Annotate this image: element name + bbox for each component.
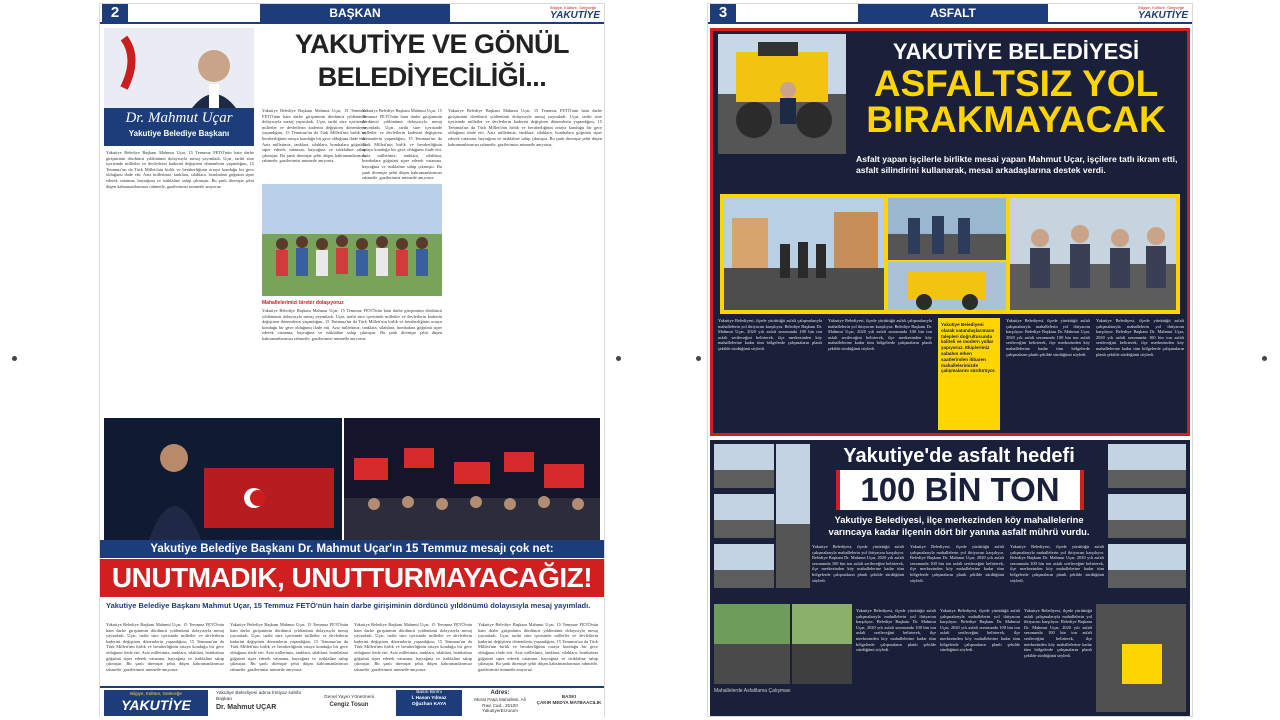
crowd-flags-photo xyxy=(344,418,600,542)
column-text-5: Yakutiye Belediye Başkanı Mahmut Uçar, 15 Temmuz FETÖ'nün hain darbe girişiminin dördüncü yıldönümü dolayısıyla mesaj yayımladı. Uçar, tarihi süre içerisinde milletler ve devletlerin kaderini değiştiren dönemlerin yaşandığını, 15 Temmuz'un da Türk Milleti'nin birlik ve beraberliğinin ortaya konduğu bir gece olduğunu ifade etti. Aziz milletimiz, tanklara, silahlara, bombalara göğsünü siper ederek vatanına, bayrağına ve istiklaline sahip çıkmıştır. Bu şanlı direnişte şehit düşen kahramanlarımızı rahmetle, gazilerimizi minnetle anıyoruz. xyxy=(262,308,442,341)
signature-title: Yakutiye Belediye Başkanı xyxy=(128,129,230,138)
story-text-2: Yakutiye Belediye Başkanı Mahmut Uçar, 15 Temmuz FETÖ'nün hain darbe girişiminin dördüncü yıldönümü dolayısıyla mesaj yayımladı. Uçar, tarihi süre içerisinde milletler ve devletlerin kaderini değiştiren dönemlerin yaşandığını, 15 Temmuz'un da Türk Milleti'nin birlik ve beraberliğinin ortaya konduğu bir gece olduğunu ifade etti. Aziz milletimiz, tanklara, silahlara, bombalara göğsünü siper ederek vatanına, bayrağına ve istiklaline sahip çıkmıştır. Bu şanlı direnişte şehit düşen kahramanlarımızı rahmetle, gazilerimizi minnetle anıyoruz. xyxy=(230,622,348,672)
header-logo-tag: Bilgiye, Kültüre, Geleceğe xyxy=(1138,5,1185,10)
feature-text-1: Yakutiye Belediyesi, ilçede yürüttüğü asfalt çalışmalarıyla mahallelerin yol ihtiyacını karşılıyor. Belediye Başkanı Dr. Mahmut Uçar, 2020 yılı asfalt sezonunda 100 bin ton asfalt serileceğini belirterek, ilçe merkezinden köy mahallelerine kadar tüm bölgelerde çalışmaların planlı şekilde sürdüğünü söyledi. xyxy=(718,318,822,351)
header-logo-tag: Bilgiye, Kültüre, Geleceğe xyxy=(550,5,597,10)
footer-logo xyxy=(104,690,208,716)
footer-editor-label: Genel Yayın Yönetmeni xyxy=(323,695,375,700)
newspaper-page-3 xyxy=(708,4,1192,716)
header-logo xyxy=(550,5,600,21)
footer-print-label: BASKI xyxy=(561,694,577,699)
footer-address-label: Adres: xyxy=(490,690,510,696)
collage-photo-2 xyxy=(888,198,1006,260)
mayor-roller-photo xyxy=(718,34,846,154)
separator-dot xyxy=(696,356,701,361)
footer-editor xyxy=(314,695,384,709)
second-text-4: Yakutiye Belediyesi, ilçede yürüttüğü asfalt çalışmalarıyla mahallelerin yol ihtiyacını karşılıyor. Belediye Başkanı Dr. Mahmut Uçar, 2020 yılı asfalt sezonunda 100 bin ton asfalt serileceğini belirterek, ilçe merkezinden köy mahallelerine kadar tüm bölgelerde çalışmaların planlı şekilde sürdüğünü söyledi. xyxy=(856,608,936,653)
target-value: 100 BİN TON xyxy=(860,471,1060,508)
header-logo-text: YAKUTİYE xyxy=(1138,10,1188,21)
road-photo-2-graphic xyxy=(792,604,852,684)
kicker: Yakutiye Belediye Başkanı Dr. Mahmut Uçar'ın 15 Temmuz mesajı çok net: xyxy=(150,543,554,555)
second-text-2: Yakutiye Belediyesi, ilçede yürüttüğü asfalt çalışmalarıyla mahallelerin yol ihtiyacını karşılıyor. Belediye Başkanı Dr. Mahmut Uçar, 2020 yılı asfalt sezonunda 100 bin ton asfalt serileceğini belirterek, ilçe merkezinden köy mahallelerine kadar tüm bölgelerde çalışmaların planlı şekilde sürdüğünü söyledi. xyxy=(910,544,1004,583)
footer-prep-names: İ. Hasan Yılmaz Oğuzhan KAYA xyxy=(411,696,447,707)
feature-headline xyxy=(848,38,1184,138)
separator-dot xyxy=(616,356,621,361)
thumb-right-3-graphic xyxy=(1108,544,1186,588)
mayor-speech-photo xyxy=(104,418,342,542)
thumb-left-3-graphic xyxy=(714,544,774,588)
feature-text-3: Yakutiye Belediyesi, ilçede yürüttüğü asfalt çalışmalarıyla mahallelerin yol ihtiyacını karşılıyor. Belediye Başkanı Dr. Mahmut Uçar, 2020 yılı asfalt sezonunda 100 bin ton asfalt serileceğini belirterek, ilçe merkezinden köy mahallelerine kadar tüm bölgelerde çalışmaların planlı şekilde sürdüğünü söyledi. xyxy=(1006,318,1090,357)
feature-text-2: Yakutiye Belediyesi, ilçede yürüttüğü asfalt çalışmalarıyla mahallelerin yol ihtiyacını karşılıyor. Belediye Başkanı Dr. Mahmut Uçar, 2020 yılı asfalt sezonunda 100 bin ton asfalt serileceğini belirterek, ilçe merkezinden köy mahallelerine kadar tüm bölgelerde çalışmaların planlı şekilde sürdüğünü söyledi. xyxy=(828,318,932,351)
footer-owner-label: Yakutiye Belediyesi adına İmtiyaz sahibi Başkan xyxy=(216,691,301,702)
main-headline: UNUTMADIK, UNUTTURMAYACAĞIZ! xyxy=(111,562,593,593)
thumb-left-2-graphic xyxy=(714,494,774,538)
column-text-1: Yakutiye Belediye Başkanı Mahmut Uçar, 15 Temmuz FETÖ'nün hain darbe girişiminin dördüncü yıldönümü dolayısıyla mesaj yayımladı. Uçar, tarihi süre içerisinde milletler ve devletlerin kaderini değiştiren dönemlerin yaşandığını, 15 Temmuz'un da Türk Milleti'nin birlik ve beraberliğinin ortaya konduğu bir gece olduğunu ifade etti. Aziz milletimiz, tanklara, silahlara, bombalara göğsünü siper ederek vatanına, bayrağına ve istiklaline sahip çıkmıştır. Bu şanlı direnişte şehit düşen kahramanlarımızı rahmetle, gazilerimizi minnetle anıyoruz. xyxy=(106,150,254,189)
page-number: 3 xyxy=(710,4,736,22)
thumb-right-1 xyxy=(1108,444,1186,488)
second-headline: Yakutiye'de asfalt hedefi xyxy=(843,445,1075,467)
footer-print xyxy=(536,694,602,706)
second-deck: Yakutiye Belediyesi, ilçe merkezinden köy mahallelerine varıncaya kadar ilçenin dört bir yanına asfalt mührü vurdu. xyxy=(828,514,1090,537)
second-text-6: Yakutiye Belediyesi, ilçede yürüttüğü asfalt çalışmalarıyla mahallelerin yol ihtiyacını karşılıyor. Belediye Başkanı Dr. Mahmut Uçar, 2020 yılı asfalt sezonunda 100 bin ton asfalt serileceğini belirterek, ilçe merkezinden köy mahallelerine kadar tüm bölgelerde çalışmaların planlı şekilde sürdüğünü söyledi. xyxy=(1024,608,1092,658)
column-text-4: Yakutiye Belediye Başkanı Mahmut Uçar, 15 Temmuz FETÖ'nün hain darbe girişiminin dördüncü yıldönümü dolayısıyla mesaj yayımladı. Uçar, tarihi süre içerisinde milletler ve devletlerin kaderini değiştiren dönemlerin yaşandığını, 15 Temmuz'un da Türk Milleti'nin birlik ve beraberliğinin ortaya konduğu bir gece olduğunu ifade etti. Aziz milletimiz, tanklara, silahlara, bombalara göğsünü siper ederek vatanına, bayrağına ve istiklaline sahip çıkmıştır. Bu şanlı direnişte şehit düşen kahramanlarımızı rahmetle, gazilerimizi minnetle anıyoruz. xyxy=(448,108,602,147)
collage-photo-1-graphic xyxy=(724,198,884,310)
collage-photo-1 xyxy=(724,198,884,310)
deck: Yakutiye Belediye Başkanı Mahmut Uçar, 15 Temmuz FETÖ'nün hain darbe girişiminin dördüncü yıldönümü dolayısıyla mesaj yayımladı. xyxy=(106,601,591,610)
footer-prep-label: Basın Birimi xyxy=(416,690,442,695)
page-header-band xyxy=(708,4,1192,24)
mini-caption: Mahallelerde Asfaltlama Çalışması xyxy=(714,688,791,694)
thumb-left-1-graphic xyxy=(714,444,774,488)
children-group-photo xyxy=(262,184,442,296)
newspaper-page-2 xyxy=(100,4,604,716)
mayor-speech-photo-graphic xyxy=(104,418,342,542)
collage-photo-3 xyxy=(888,262,1006,310)
header-logo-text: YAKUTİYE xyxy=(550,10,600,21)
children-group-photo-graphic xyxy=(262,184,442,296)
collage-photo-4 xyxy=(1010,198,1176,310)
column-headline xyxy=(262,28,602,94)
signature: Dr. Mahmut Uçar xyxy=(125,110,233,126)
thumb-left-4 xyxy=(776,444,810,588)
mayor-portrait xyxy=(104,28,254,146)
column-headline-line2: BELEDİYECİLİĞİ... xyxy=(317,62,547,92)
page-header-band xyxy=(100,4,604,24)
road-photo-1-graphic xyxy=(714,604,790,684)
column-headline-line1: YAKUTİYE VE GÖNÜL xyxy=(294,29,570,59)
collage-photo-3-graphic xyxy=(888,262,1006,310)
second-text-5: Yakutiye Belediyesi, ilçede yürüttüğü asfalt çalışmalarıyla mahallelerin yol ihtiyacını karşılıyor. Belediye Başkanı Dr. Mahmut Uçar, 2020 yılı asfalt sezonunda 100 bin ton asfalt serileceğini belirterek, ilçe merkezinden köy mahallelerine kadar tüm bölgelerde çalışmaların planlı şekilde sürdüğünü söyledi. xyxy=(940,608,1020,653)
thumb-right-2 xyxy=(1108,494,1186,538)
footer-editor-name: Cengiz Tosun xyxy=(329,702,369,708)
footer xyxy=(100,686,604,718)
feature-headline-line3: BIRAKMAYACAK xyxy=(866,99,1166,140)
footer-owner-name: Dr. Mahmut UÇAR xyxy=(216,704,277,711)
feature-headline-line2: ASFALTSIZ YOL xyxy=(873,63,1159,104)
footer-address-text: Murat Paşa Mahallesi, Ali Ravi Cad., 25100 Yakutiye/Erzurum xyxy=(474,696,526,714)
footer-print-text: ÇAKIR MEDYA MATBAACILIK xyxy=(536,700,602,705)
crowd-flags-photo-graphic xyxy=(344,418,600,542)
feature-text-4: Yakutiye Belediyesi, ilçede yürüttüğü asfalt çalışmalarıyla mahallelerin yol ihtiyacını karşılıyor. Belediye Başkanı Dr. Mahmut Uçar, 2020 yılı asfalt sezonunda 100 bin ton asfalt serileceğini belirterek, ilçe merkezinden köy mahallelerine kadar tüm bölgelerde çalışmaların planlı şekilde sürdüğünü söyledi. xyxy=(1096,318,1184,357)
footer-logo-tag: Bilgiye, Kültüre, Geleceğe xyxy=(130,691,182,696)
mayor-roller-photo-graphic xyxy=(718,34,846,154)
thumb-right-1-graphic xyxy=(1108,444,1186,488)
story-text-1: Yakutiye Belediye Başkanı Mahmut Uçar, 15 Temmuz FETÖ'nün hain darbe girişiminin dördüncü yıldönümü dolayısıyla mesaj yayımladı. Uçar, tarihi süre içerisinde milletler ve devletlerin kaderini değiştiren dönemlerin yaşandığını, 15 Temmuz'un da Türk Milleti'nin birlik ve beraberliğinin ortaya konduğu bir gece olduğunu ifade etti. Aziz milletimiz, tanklara, silahlara, bombalara göğsünü siper ederek vatanına, bayrağına ve istiklaline sahip çıkmıştır. Bu şanlı direnişte şehit düşen kahramanlarımızı rahmetle, gazilerimizi minnetle anıyoruz. xyxy=(106,622,224,672)
column-text-2: Yakutiye Belediye Başkanı Mahmut Uçar, 15 Temmuz FETÖ'nün hain darbe girişiminin dördüncü yıldönümü dolayısıyla mesaj yayımladı. Uçar, tarihi süre içerisinde milletler ve devletlerin kaderini değiştiren dönemlerin yaşandığını, 15 Temmuz'un da Türk Milleti'nin birlik ve beraberliğinin ortaya konduğu bir gece olduğunu ifade etti. Aziz milletimiz, tanklara, silahlara, bombalara göğsünü siper ederek vatanına, bayrağına ve istiklaline sahip çıkmıştır. Bu şanlı direnişte şehit düşen kahramanlarımızı rahmetle, gazilerimizi minnetle anıyoruz. xyxy=(262,108,366,164)
road-photo-3-graphic xyxy=(1096,604,1186,712)
feature-headline-line1: YAKUTİYE BELEDİYESİ xyxy=(892,39,1140,64)
separator-dot xyxy=(1262,356,1267,361)
footer-logo-text: YAKUTİYE xyxy=(121,697,191,713)
collage-photo-2-graphic xyxy=(888,198,1006,260)
section-label: BAŞKAN xyxy=(260,4,450,22)
thumb-left-3 xyxy=(714,544,774,588)
road-photo-3 xyxy=(1096,604,1186,712)
pullquote: Yakutiye Belediyesi olarak vatandaşlarımızın talepleri doğrultusunda kaliteli ve modern yollar yapıyoruz. Ekiplerimiz sabahın erken saatlerinden itibaren mahallelerimizde çalışmalarını sürdürüyor. xyxy=(941,322,996,374)
feature-subhead: Asfalt yapan işçilerle birlikte mesai yapan Mahmut Uçar, işçilere tatlı ikram etti, asfalt silindirini kullanarak, mesai arkadaşlarına destek verdi. xyxy=(856,154,1178,175)
thumb-right-3 xyxy=(1108,544,1186,588)
second-text-1: Yakutiye Belediyesi, ilçede yürüttüğü asfalt çalışmalarıyla mahallelerin yol ihtiyacını karşılıyor. Belediye Başkanı Dr. Mahmut Uçar, 2020 yılı asfalt sezonunda 100 bin ton asfalt serileceğini belirterek, ilçe merkezinden köy mahallelerine kadar tüm bölgelerde çalışmaların planlı şekilde sürdüğünü söyledi. xyxy=(812,544,904,583)
story-text-3: Yakutiye Belediye Başkanı Mahmut Uçar, 15 Temmuz FETÖ'nün hain darbe girişiminin dördüncü yıldönümü dolayısıyla mesaj yayımladı. Uçar, tarihi süre içerisinde milletler ve devletlerin kaderini değiştiren dönemlerin yaşandığını, 15 Temmuz'un da Türk Milleti'nin birlik ve beraberliğinin ortaya konduğu bir gece olduğunu ifade etti. Aziz milletimiz, tanklara, silahlara, bombalara göğsünü siper ederek vatanına, bayrağına ve istiklaline sahip çıkmıştır. Bu şanlı direnişte şehit düşen kahramanlarımızı rahmetle, gazilerimizi minnetle anıyoruz. xyxy=(354,622,472,672)
section-label: ASFALT xyxy=(858,4,1048,22)
footer-address xyxy=(470,691,530,714)
separator-dot xyxy=(12,356,17,361)
page-number: 2 xyxy=(102,4,128,22)
road-photo-2 xyxy=(792,604,852,684)
footer-owner xyxy=(216,691,306,712)
second-text-3: Yakutiye Belediyesi, ilçede yürüttüğü asfalt çalışmalarıyla mahallelerin yol ihtiyacını karşılıyor. Belediye Başkanı Dr. Mahmut Uçar, 2020 yılı asfalt sezonunda 100 bin ton asfalt serileceğini belirterek, ilçe merkezinden köy mahallelerine kadar tüm bölgelerde çalışmaların planlı şekilde sürdüğünü söyledi. xyxy=(1010,544,1104,583)
footer-prep xyxy=(396,690,462,716)
road-photo-1 xyxy=(714,604,790,684)
thumb-left-1 xyxy=(714,444,774,488)
header-logo xyxy=(1138,5,1188,21)
story-text-4: Yakutiye Belediye Başkanı Mahmut Uçar, 15 Temmuz FETÖ'nün hain darbe girişiminin dördüncü yıldönümü dolayısıyla mesaj yayımladı. Uçar, tarihi süre içerisinde milletler ve devletlerin kaderini değiştiren dönemlerin yaşandığını, 15 Temmuz'un da Türk Milleti'nin birlik ve beraberliğinin ortaya konduğu bir gece olduğunu ifade etti. Aziz milletimiz, tanklara, silahlara, bombalara göğsünü siper ederek vatanına, bayrağına ve istiklaline sahip çıkmıştır. Bu şanlı direnişte şehit düşen kahramanlarımızı rahmetle, gazilerimizi minnetle anıyoruz. xyxy=(478,622,598,672)
column-text-3: Yakutiye Belediye Başkanı Mahmut Uçar, 15 Temmuz FETÖ'nün hain darbe girişiminin dördüncü yıldönümü dolayısıyla mesaj yayımladı. Uçar, tarihi süre içerisinde milletler ve devletlerin kaderini değiştiren dönemlerin yaşandığını, 15 Temmuz'un da Türk Milleti'nin birlik ve beraberliğinin ortaya konduğu bir gece olduğunu ifade etti. Aziz milletimiz, tanklara, silahlara, bombalara göğsünü siper ederek vatanına, bayrağına ve istiklaline sahip çıkmıştır. Bu şanlı direnişte şehit düşen kahramanlarımızı rahmetle, gazilerimizi minnetle anıyoruz. xyxy=(362,108,442,181)
thumb-right-2-graphic xyxy=(1108,494,1186,538)
thumb-left-2 xyxy=(714,494,774,538)
thumb-left-4-graphic xyxy=(776,444,810,588)
collage-photo-4-graphic xyxy=(1010,198,1176,310)
photo-caption: Mahallelerimizi birebir dolaşıyoruz xyxy=(262,300,344,306)
